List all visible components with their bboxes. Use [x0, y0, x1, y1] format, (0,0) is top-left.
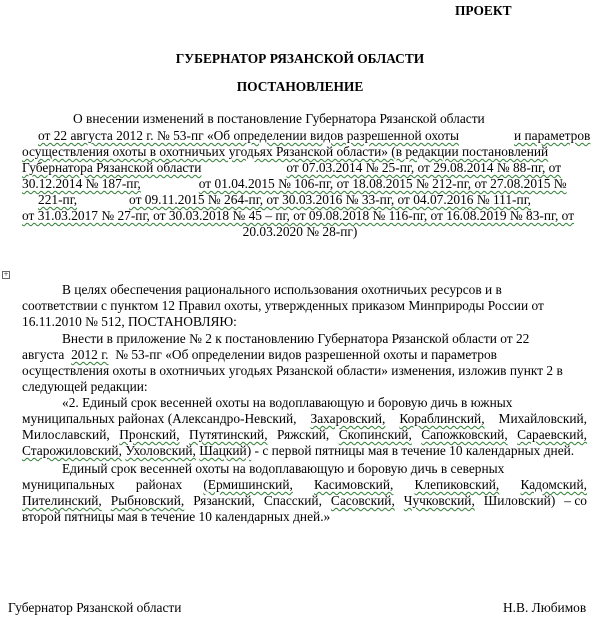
paragraph-2-line-4: следующей редакции:: [22, 379, 148, 394]
paragraph-3-line-3: Милославский, Пронский, Путятинский, Ряжский, Скопинский, Сапожковский, Сараевский,: [22, 427, 587, 442]
table-anchor-icon[interactable]: +: [3, 271, 9, 278]
signature-name: Н.В. Любимов: [503, 600, 587, 615]
title-line-6-part-a: 221-пг,: [38, 192, 78, 207]
district-name: Кадомский,: [520, 477, 587, 492]
district-name: Ухоловский,: [125, 443, 196, 458]
title-line-4: [22, 160, 561, 176]
district-name: Пителинский,: [22, 493, 102, 508]
district-name: Сараевский,: [517, 427, 587, 442]
title-line-2: [38, 128, 590, 144]
paragraph-2-line-2: августа 2012 г. № 53-пг «Об определении видов разрешенной охоты и параметров: [22, 347, 497, 362]
paragraph-1-line-1: В целях обеспечения рационального использования охотничьих ресурсов и в: [62, 282, 502, 297]
district-name: Скопинский,: [338, 427, 412, 442]
paragraph-1-line-3: 16.11.2010 № 512, ПОСТАНОВЛЯЮ:: [22, 314, 237, 329]
district-name: Сасовский,: [330, 493, 395, 508]
district-name: Рыбновский,: [110, 493, 185, 508]
title-line-5-part-b: от 01.04.2015 № 106-пг, от 18.08.2015 № 212-пг, от 27.08.2015 №: [198, 176, 567, 191]
paragraph-4-line-4: второй пятницы мая в течение 10 календарных дней.»: [22, 509, 331, 524]
paragraph-3-line-1: «2. Единый срок весенней охоты на водоплавающую и боровую дичь в южных: [62, 395, 513, 410]
date-year: 2012 г.: [71, 347, 109, 362]
document-type: ПОСТАНОВЛЕНИЕ: [236, 79, 364, 94]
title-line-5: [22, 176, 567, 192]
paragraph-4-line-2: муниципальных районах (Ермишинский, Касимовский, Клепиковский, Кадомский,: [22, 477, 587, 492]
district-name: Клепиковский,: [414, 477, 500, 492]
title-line-5-part-a: 30.12.2014 № 187-пг,: [22, 176, 141, 191]
title-line-8: 20.03.2020 № 28-пг): [242, 224, 358, 239]
paragraph-4-line-3: Пителинский, Рыбновский, Рязанский, Спасский, Сасовский, Чучковский, Шиловский) – со: [22, 493, 587, 508]
title-line-3: осуществления охоты в охотничьих угодьях Рязанской области» (в редакции постановлений: [22, 144, 549, 159]
district-name: Захаровский,: [310, 411, 386, 426]
title-line-1: О внесении изменений в постановление Губернатора Рязанской области: [73, 111, 485, 126]
district-name: Чучковский,: [403, 493, 475, 508]
signature-position: Губернатор Рязанской области: [8, 600, 182, 615]
district-name: Путятинский,: [189, 427, 268, 442]
authority-heading: ГУБЕРНАТОР РЯЗАНСКОЙ ОБЛАСТИ: [175, 51, 425, 66]
title-line-7: от 31.03.2017 № 27-пг, от 30.03.2018 № 45 – пг, от 09.08.2018 № 116-пг, от 16.08.2019 № 83-пг, от: [22, 208, 575, 223]
title-line-2-part-b: и параметров: [513, 128, 591, 143]
district-name: Старожиловский,: [22, 443, 122, 458]
paragraph-2-line-3: осуществления охоты в охотничьих угодьях Рязанской области» изменения, изложив пункт 2 в: [22, 363, 563, 378]
title-line-4-part-b: от 07.03.2014 № 25-пг, от 29.08.2014 № 88-пг, от: [286, 160, 562, 175]
paragraph-4-line-1: Единый срок весенней охоты на водоплавающую и боровую дичь в северных: [62, 461, 505, 476]
draft-label: ПРОЕКТ: [455, 3, 512, 18]
paragraph-3-line-4: Старожиловский, Ухоловский, Шацкий) - с первой пятницы мая в течение 10 календарных дней.: [22, 443, 575, 458]
title-line-2-part-a: от 22 августа 2012 г. № 53-пг «Об определении видов разрешенной охоты: [38, 128, 459, 143]
district-name: Шацкий): [199, 443, 252, 458]
district-name: Пронский,: [119, 427, 180, 442]
paragraph-1-line-2: соответствии с пунктом 12 Правил охоты, утвержденных приказом Минприроды России от: [22, 298, 544, 313]
title-line-6-part-b: от 09.11.2015 № 264-пг, от 30.03.2016 № 33-пг, от 04.07.2016 № 111-пг,: [129, 192, 532, 207]
district-name: (Ермишинский,: [203, 477, 293, 492]
paragraph-2-line-1: Внести в приложение № 2 к постановлению Губернатора Рязанской области от 22: [62, 331, 530, 346]
title-line-4-part-a: Губернатора Рязанской области: [22, 160, 202, 175]
district-name: Сапожковский,: [421, 427, 508, 442]
title-line-6: [38, 192, 531, 208]
district-name: Кораблинский,: [399, 411, 485, 426]
district-name: Касимовский,: [314, 477, 394, 492]
paragraph-3-line-2: муниципальных районах (Александро-Невский, Захаровский, Кораблинский, Михайловский,: [22, 411, 587, 426]
